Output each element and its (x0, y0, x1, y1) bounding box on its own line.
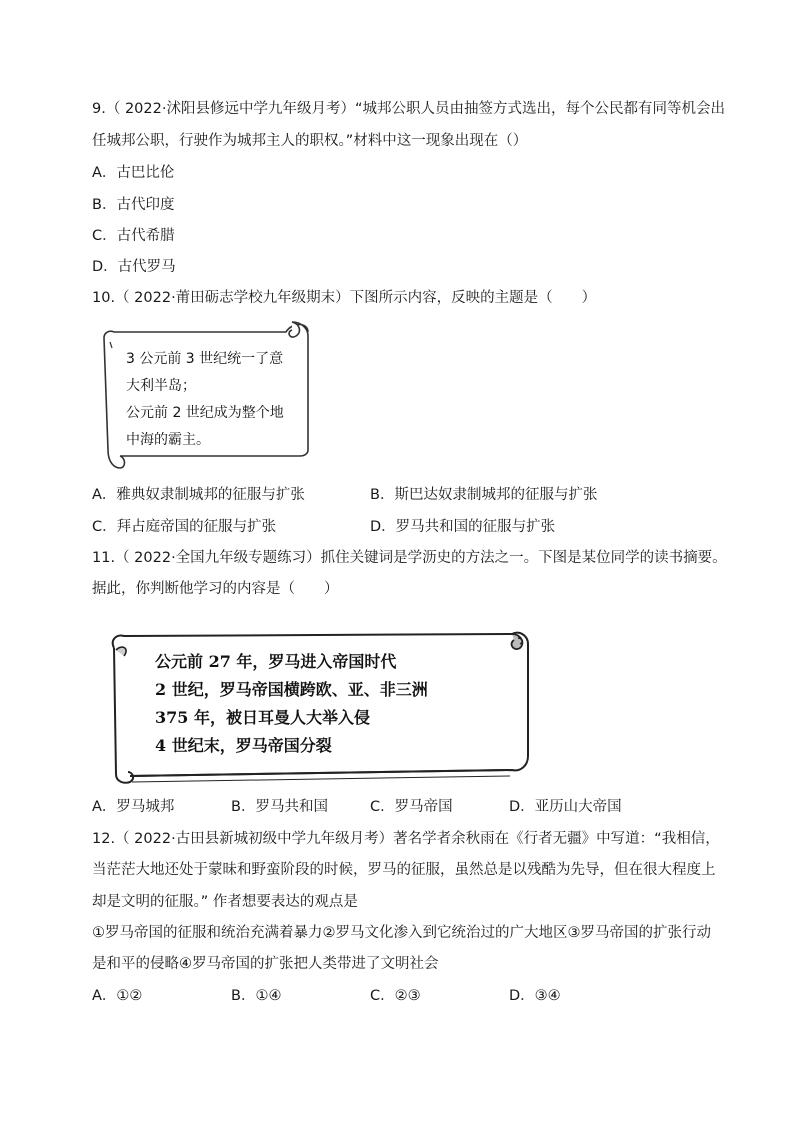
q10-option-c: C．拜占庭帝国的征服与扩张 (92, 519, 277, 535)
q12-stem-line3: 却是文明的征服。” 作者想要表达的观点是 (92, 894, 358, 910)
q10-option-b: B．斯巴达奴隶制城邦的征服与扩张 (370, 487, 598, 503)
q10-scroll-line3: 公元前 2 世纪成为整个地 (126, 405, 284, 421)
q12-stem-line2: 当茫茫大地还处于蒙昧和野蛮阶段的时候，罗马的征服，虽然总是以残酷为先导，但在很大程度上 (92, 862, 716, 878)
q10-option-a: A．雅典奴隶制城邦的征服与扩张 (92, 487, 305, 503)
q11-option-c: C．罗马帝国 (370, 799, 453, 815)
q12-option-c: C．②③ (370, 988, 421, 1004)
q9-option-c: C．古代希腊 (92, 228, 175, 244)
q12-stem-line1: 12.（ 2022·古田县新城初级中学九年级月考）著名学者余秋雨在《行者无疆》中写道：“我相信， (92, 831, 720, 847)
q11-option-d: D．亚历山大帝国 (509, 799, 622, 815)
q9-stem-line1: 9.（ 2022·沭阳县修远中学九年级月考）“城邦公职人员由抽签方式选出，每个公民都有同等机会出 (92, 101, 725, 117)
q10-scroll-line4: 中海的霸主。 (126, 432, 210, 448)
q11-scroll-line4: 4 世纪末，罗马帝国分裂 (155, 736, 332, 755)
q12-statements-line2: 是和平的侵略④罗马帝国的扩张把人类带进了文明社会 (92, 956, 439, 972)
q10-scroll-line2: 大利半岛； (126, 378, 196, 394)
q11-scroll-line3: 375 年，被日耳曼人大举入侵 (155, 708, 370, 727)
q9-option-d: D．古代罗马 (92, 259, 176, 275)
q11-scroll-line2: 2 世纪，罗马帝国横跨欧、亚、非三洲 (155, 680, 428, 699)
q11-stem-line2: 据此，你判断他学习的内容是（ ） (92, 581, 339, 597)
q12-option-b: B．①④ (231, 988, 282, 1004)
q9-stem-line2: 任城邦公职，行驶作为城邦主人的职权。”材料中这一现象出现在（） (92, 133, 528, 149)
q10-scroll-figure (96, 318, 316, 470)
q12-option-a: A．①② (92, 988, 143, 1004)
q10-stem: 10.（ 2022·莆田砺志学校九年级期末）下图所示内容，反映的主题是（ ） (92, 290, 597, 306)
q11-scroll-figure (100, 626, 536, 786)
q12-statements-line1: ①罗马帝国的征服和统治充满着暴力②罗马文化渗入到它统治过的广大地区③罗马帝国的扩张行动 (92, 925, 711, 941)
q9-option-a: A．古巴比伦 (92, 165, 175, 181)
q10-option-d: D．罗马共和国的征服与扩张 (370, 519, 556, 535)
q12-option-d: D．③④ (509, 988, 561, 1004)
q10-scroll-line1: 3 公元前 3 世纪统一了意 (126, 351, 284, 367)
q11-option-b: B．罗马共和国 (231, 799, 328, 815)
q11-scroll-line1: 公元前 27 年，罗马进入帝国时代 (155, 652, 397, 671)
q9-option-b: B．古代印度 (92, 197, 175, 213)
q11-option-a: A．罗马城邦 (92, 799, 175, 815)
q11-stem-line1: 11.（ 2022·全国九年级专题练习）抓住关键词是学沥史的方法之一。下图是某位同学的读书摘要。 (92, 550, 727, 566)
